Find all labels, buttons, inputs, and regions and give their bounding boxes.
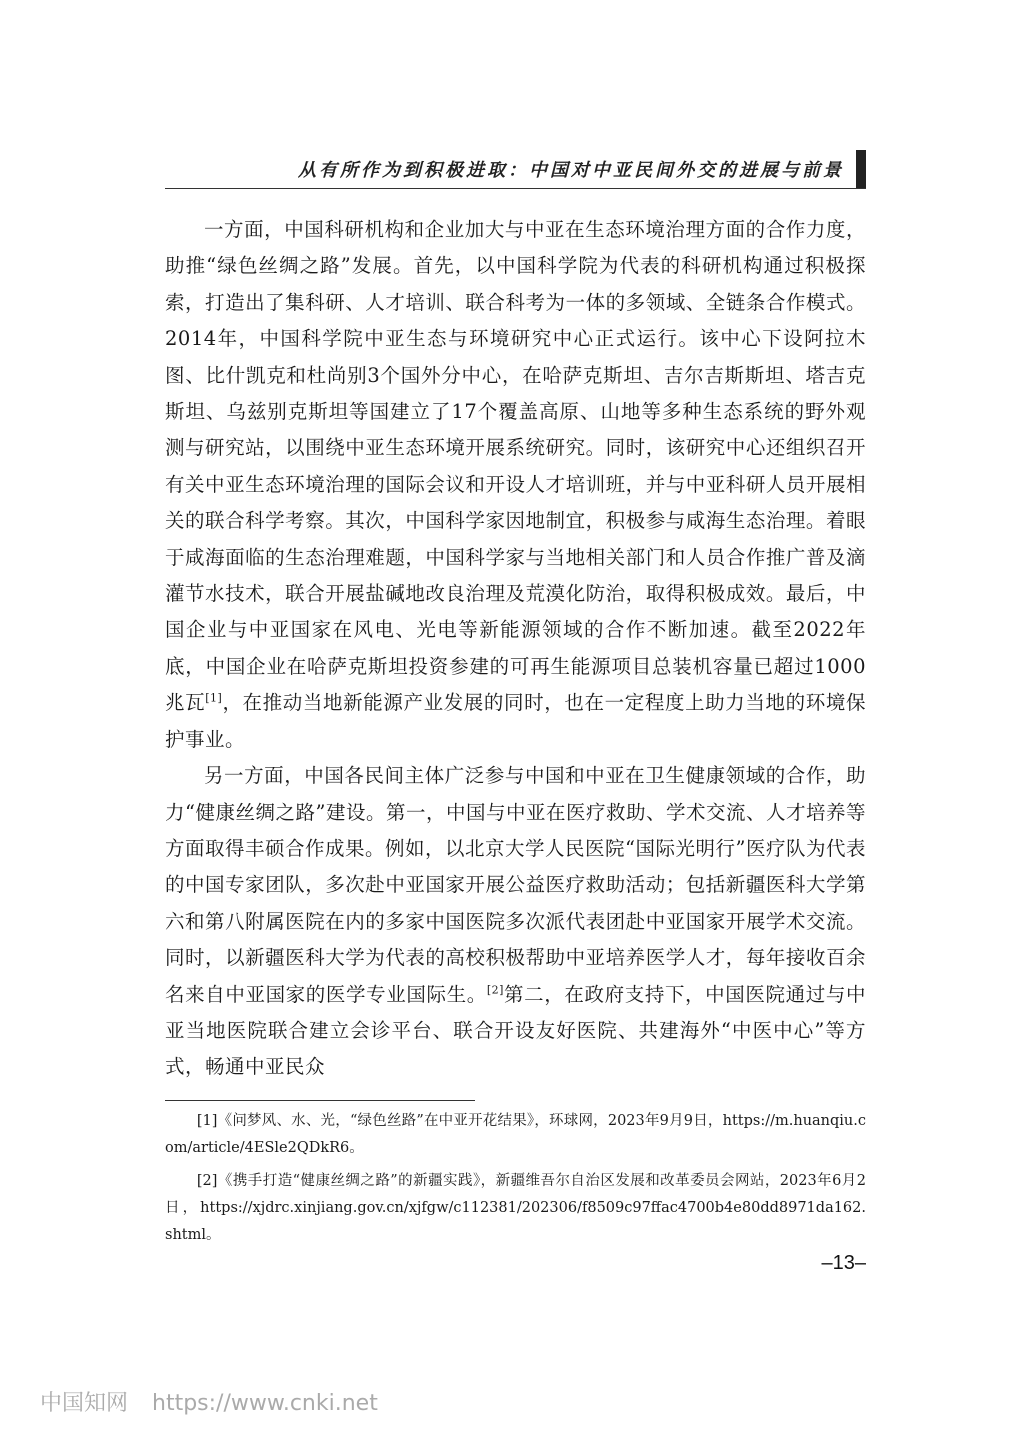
footnote-1: [1]《问梦风、水、光，“绿色丝路”在中亚开花结果》，环球网，2023年9月9日，https://m.huanqiu.com/article/4ESle2QDkR6。 [165, 1113, 866, 1156]
watermark-brand: 中国知网 [40, 1391, 129, 1416]
footnote-ref-1[interactable]: [1] [205, 691, 223, 705]
running-header-title: 从有所作为到积极进取：中国对中亚民间外交的进展与前景 [298, 160, 844, 181]
paragraph-text: 一方面，中国科研机构和企业加大与中亚在生态环境治理方面的合作力度，助推“绿色丝绸之路”发展。首先，以中国科学院为代表的科研机构通过积极探索，打造出了集科研、人才培训、联合科考为一体的多领域、全链条合作模式。2014年，中国科学院中亚生态与环境研究中心正式运行。该中心下设阿拉木图、比什凯克和杜尚别3个国外分中心，在哈萨克斯坦、吉尔吉斯斯坦、塔吉克斯坦、乌兹别克斯坦等国建立了17个覆盖高原、山地等多种生态系统的野外观测与研究站，以围绕中亚生态环境开展系统研究。同时，该研究中心还组织召开有关中亚生态环境治理的国际会议和开设人才培训班，并与中亚科研人员开展相关的联合科学考察。其次，中国科学家因地制宜，积极参与咸海生态治理。着眼于咸海面临的生态治理难题，中国科学家与当地相关部门和人员合作推广普及滴灌节水技术，联合开展盐碱地改良治理及荒漠化防治，取得积极成效。最后，中国企业与中亚国家在风电、光电等新能源领域的合作不断加速。截至2022年底，中国企业在哈萨克斯坦投资参建的可再生能源项目总装机容量已超过1000兆瓦 [165, 218, 866, 715]
footnote-2: [2]《携手打造“健康丝绸之路”的新疆实践》，新疆维吾尔自治区发展和改革委员会网站，2023年6月2日，https://xjdrc.xinjiang.gov.cn/xjfgw/c112381/202306/f8509c97ffac4700b4e80dd8971da162.shtml。 [165, 1173, 866, 1243]
paragraph-text: ，在推动当地新能源产业发展的同时，也在一定程度上助力当地的环境保护事业。 [165, 691, 866, 751]
watermark-url: https://www.cnki.net [152, 1391, 378, 1416]
footnote-divider [165, 1100, 475, 1101]
paragraph-health [165, 758, 866, 1086]
paragraph-text: 第二，在政府支持下，中国医院通过与中亚当地医院联合建立会诊平台、联合开设友好医院、共建海外“中医中心”等方式，畅通中亚民众 [165, 982, 866, 1079]
body-text [165, 212, 866, 1086]
header-decorative-bar [856, 150, 866, 188]
paragraph-text: 另一方面，中国各民间主体广泛参与中国和中亚在卫生健康领域的合作，助力“健康丝绸之路”建设。第一，中国与中亚在医疗救助、学术交流、人才培养等方面取得丰硕合作成果。例如，以北京大学人民医院“国际光明行”医疗队为代表的中国专家团队，多次赴中亚国家开展公益医疗救助活动；包括新疆医科大学第六和第八附属医院在内的多家中国医院多次派代表团赴中亚国家开展学术交流。同时，以新疆医科大学为代表的高校积极帮助中亚培养医学人才，每年接收百余名来自中亚国家的医学专业国际生。 [165, 764, 866, 1006]
page-number: –13– [821, 1252, 866, 1274]
paragraph-ecology [165, 212, 866, 758]
watermark [40, 1386, 378, 1417]
footnotes [165, 1108, 866, 1255]
footnote-ref-2[interactable]: [2] [486, 983, 504, 997]
running-header [165, 150, 866, 189]
